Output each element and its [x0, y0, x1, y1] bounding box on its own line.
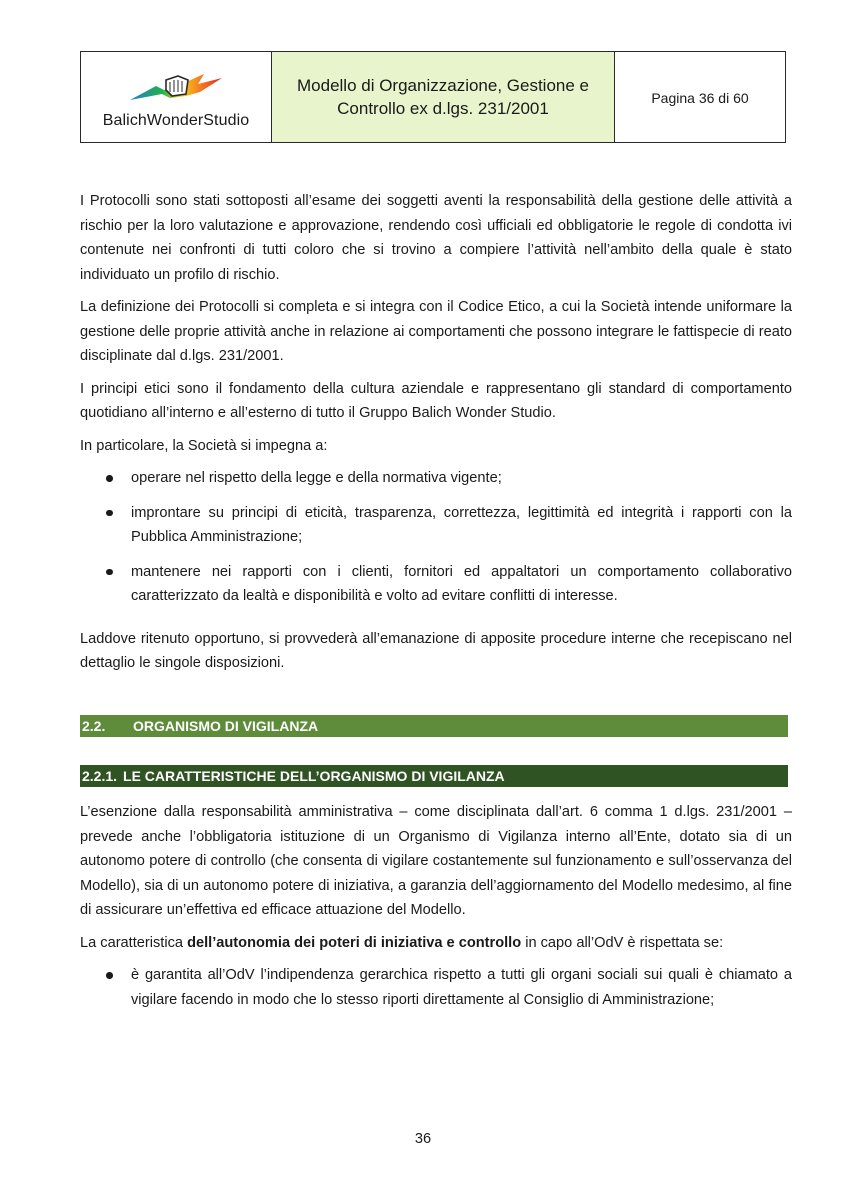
paragraph: I principi etici sono il fondamento della cultura aziendale e rappresentano gli standard di comportamento quotidiano all’interno e all’esterno di tutto il Gruppo Balich Wonder Studio.	[80, 380, 792, 421]
list-item-text: improntare su principi di eticità, trasparenza, correttezza, legittimità ed integrità i rapporti con la Pubblica Amministrazione;	[131, 504, 792, 545]
document-title-cell	[272, 52, 615, 142]
subsection-title: LE CARATTERISTICHE DELL’ORGANISMO DI VIGILANZA	[123, 768, 505, 784]
list-item	[80, 466, 792, 491]
list-item	[80, 560, 792, 609]
document-title-line1: Modello di Organizzazione, Gestione e	[297, 76, 589, 95]
list-item-text: è garantita all’OdV l’indipendenza gerarchica rispetto a tutti gli organi sociali sui quali è chiamato a vigilare facendo in modo che lo stesso riporti direttamente al Consiglio di Amministrazione;	[131, 967, 792, 1008]
logo-cell	[81, 52, 272, 142]
bullet-icon	[106, 972, 113, 979]
paragraph: Laddove ritenuto opportuno, si provvederà all’emanazione di apposite procedure interne che recepiscano nel dettaglio le singole disposizioni.	[80, 630, 792, 671]
body-text-2	[80, 800, 792, 1028]
text-run: in capo all’OdV è rispettata se:	[521, 934, 724, 951]
list-item-text: operare nel rispetto della legge e della normativa vigente;	[131, 470, 502, 486]
subsection-number: 2.2.1.	[82, 768, 118, 784]
bullet-list	[80, 963, 792, 1012]
section-number: 2.2.	[82, 718, 106, 734]
document-header	[80, 51, 786, 143]
paragraph: I Protocolli sono stati sottoposti all’esame dei soggetti aventi la responsabilità della gestione delle attività a rischio per la loro valutazione e approvazione, rendendo così ufficiali ed obbligatorie le regole di condotta ivi contenute nei confronti di tutti coloro che si trovino a compiere l’attività nell’ambito della quale è stato individuato un profilo di rischio.	[80, 193, 792, 283]
bullet-list	[80, 466, 792, 609]
paragraph: In particolare, la Società si impegna a:	[80, 437, 328, 454]
hand-rainbow-logo-icon	[126, 70, 226, 110]
bullet-icon	[106, 569, 113, 576]
page-number: 36	[414, 1131, 432, 1147]
bold-text-run: dell’autonomia dei poteri di iniziativa e controllo	[187, 934, 522, 951]
bullet-icon	[106, 510, 113, 517]
page-label: Pagina 36 di 60	[651, 90, 749, 106]
list-item	[80, 963, 792, 1012]
section-heading	[80, 715, 788, 737]
document-title-line2: Controllo ex d.lgs. 231/2001	[337, 99, 549, 118]
section-title: ORGANISMO DI VIGILANZA	[133, 718, 319, 734]
company-name: BalichWonderStudio	[102, 112, 250, 129]
subsection-heading	[80, 765, 788, 787]
paragraph: La definizione dei Protocolli si completa e si integra con il Codice Etico, a cui la Società intende uniformare la gestione delle proprie attività anche in relazione ai comportamenti che possono integrare le fattispecie di reato disciplinate dal d.lgs. 231/2001.	[80, 299, 792, 364]
bullet-icon	[106, 475, 113, 482]
list-item-text: mantenere nei rapporti con i clienti, fornitori ed appaltatori un comportamento collaborativo caratterizzato da lealtà e disponibilità e volto ad evitare conflitti di interesse.	[131, 563, 792, 604]
list-item	[80, 501, 792, 550]
body-text	[80, 189, 792, 684]
text-run: La caratteristica	[80, 934, 188, 951]
paragraph	[80, 931, 792, 956]
page-label-cell	[615, 52, 785, 142]
paragraph: L’esenzione dalla responsabilità amministrativa – come disciplinata dall’art. 6 comma 1 d.lgs. 231/2001 – prevede anche l’obbligatoria istituzione di un Organismo di Vigilanza interno all’Ente, dotato sia di un autonomo potere di controllo (che consenta di vigilare costantemente sul funzionamento e sull’osservanza del Modello), sia di un autonomo potere di iniziativa, a garanzia dell’aggiornamento del Modello medesimo, al fine di assicurare un’effettiva ed efficace attuazione del Modello.	[80, 804, 792, 918]
